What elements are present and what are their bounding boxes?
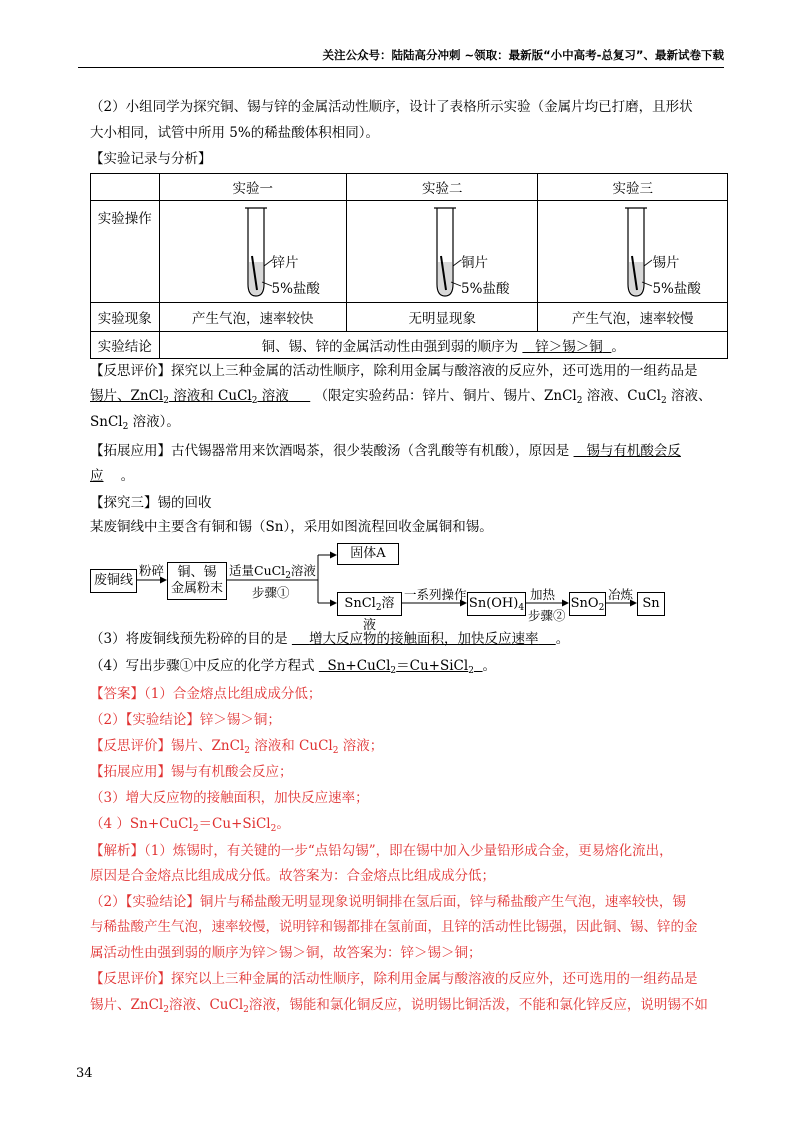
reflection-line-2: 锡片、ZnCl$_2$ 溶液和 CuCl$_2$ 溶液 （限定实验药品：锌片、铜片、锡片、ZnCl$_2$ 溶液、CuCl$_2$ 溶液、 bbox=[90, 388, 712, 406]
waste-copper-box: 废铜线 bbox=[90, 569, 137, 593]
header-exp-2: 实验二 bbox=[347, 174, 538, 201]
crush-label: 粉碎 bbox=[139, 563, 165, 578]
smelt-label: 冶炼 bbox=[608, 587, 634, 602]
answer-5: （3）增大反应物的接触面积，加快反应速率； bbox=[90, 790, 369, 806]
phenomenon-1: 产生气泡，速率较快 bbox=[159, 303, 347, 332]
test-tube-icon bbox=[347, 202, 539, 302]
answer-6: （4 ）Sn+CuCl$_2$＝Cu+SiCl$_2$。 bbox=[90, 816, 290, 834]
test-tube-zinc bbox=[160, 202, 347, 302]
table-corner bbox=[91, 174, 160, 201]
conclusion-answer: 锌＞锡＞铜 bbox=[535, 339, 603, 355]
analysis-line-7: 锡片、ZnCl$_2$溶液、CuCl$_2$溶液，锡能和氯化铜反应，说明锡比铜活泼，不能和氯化锌反应，说明锡不如 bbox=[90, 997, 708, 1015]
phenomenon-2: 无明显现象 bbox=[347, 303, 538, 332]
solid-a-box: 固体A bbox=[337, 543, 399, 565]
acid-label: 5%盐酸 bbox=[271, 280, 320, 297]
row-label-phenomenon: 实验现象 bbox=[91, 303, 160, 332]
question-4-answer: Sn+CuCl$_2$＝Cu+SiCl$_2$ bbox=[327, 658, 474, 676]
header-exp-1: 实验一 bbox=[159, 174, 347, 201]
answer-4: 【拓展应用】锡与有机酸会反应； bbox=[90, 764, 293, 780]
step1-label: 步骤① bbox=[252, 585, 290, 600]
conclusion-text: 铜、锡、锌的金属活动性由强到弱的顺序为 bbox=[261, 339, 519, 355]
analysis-line-5: 属活动性由强到弱的顺序为锌＞锡＞铜，故答案为：锌＞锡＞铜； bbox=[90, 945, 482, 961]
extension-answer: 锡与有机酸会反 bbox=[586, 443, 681, 459]
metal-label: 锡片 bbox=[652, 254, 680, 271]
sno2-box: SnO$_2$ bbox=[569, 592, 606, 616]
tube-cell-3 bbox=[538, 201, 728, 303]
reagent-label: 适量CuCl$_2$溶液 bbox=[229, 563, 316, 581]
question-3-answer: 增大反应物的接触面积，加快反应速率 bbox=[309, 631, 539, 647]
analysis-line-6: 【反思评价】探究以上三种金属的活动性顺序，除利用金属与酸溶液的反应外，还可选用的一组药品是 bbox=[90, 971, 698, 987]
analysis-line-2: 原因是合金熔点比组成成分低。故答案为：合金熔点比组成成分低； bbox=[90, 868, 495, 884]
answer-3: 【反思评价】锡片、ZnCl$_2$ 溶液和 CuCl$_2$ 溶液； bbox=[90, 738, 384, 756]
intro-line-2: 大小相同，试管中所用 5%的稀盐酸体积相同）。 bbox=[90, 125, 379, 141]
metal-label: 锌片 bbox=[271, 254, 299, 271]
sncl2-box: SnCl$_2$溶液 bbox=[337, 592, 402, 616]
acid-label: 5%盐酸 bbox=[461, 280, 510, 297]
analysis-line-1: 【解析】（1）炼锡时，有关键的一步“点铅勾锡”，即在锡中加入少量铅形成合金，更易熔化流出， bbox=[90, 843, 673, 859]
metal-powder-box: 铜、锡 金属粉末 bbox=[167, 562, 227, 600]
reflection-line-3: SnCl$_2$ 溶液）。 bbox=[90, 414, 180, 432]
extension-line-1: 【拓展应用】古代锡器常用来饮酒喝茶，很少装酸汤（含乳酸等有机酸），原因是 锡与有机酸会反 bbox=[90, 443, 681, 459]
test-tube-tin bbox=[538, 202, 727, 302]
header-divider bbox=[78, 67, 724, 68]
experiment-table bbox=[90, 173, 728, 359]
acid-label: 5%盐酸 bbox=[652, 280, 701, 297]
reflection-line-1: 【反思评价】探究以上三种金属的活动性顺序，除利用金属与酸溶液的反应外，还可选用的一组药品是 bbox=[90, 363, 698, 379]
tube-cell-2 bbox=[347, 201, 538, 303]
operations-label: 一系列操作 bbox=[404, 587, 467, 602]
row-label-conclusion: 实验结论 bbox=[91, 332, 160, 359]
step2-label: 步骤② bbox=[528, 608, 566, 623]
answer-2: （2）【实验结论】锌＞锡＞铜； bbox=[90, 712, 281, 728]
intro-line-1: （2）小组同学为探究铜、锡与锌的金属活动性顺序，设计了表格所示实验（金属片均已打磨，且形状 bbox=[90, 99, 693, 115]
test-tube-copper bbox=[347, 202, 537, 302]
header-exp-3: 实验三 bbox=[538, 174, 728, 201]
phenomenon-3: 产生气泡，速率较慢 bbox=[538, 303, 728, 332]
extension-line-2: 应 。 bbox=[90, 468, 135, 484]
page-number: 34 bbox=[76, 1066, 93, 1081]
answer-1: 【答案】（1）合金熔点比组成成分低； bbox=[90, 686, 322, 702]
inquiry3-title: 【探究三】锡的回收 bbox=[90, 495, 212, 511]
record-heading: 【实验记录与分析】 bbox=[90, 151, 212, 167]
inquiry3-intro: 某废铜线中主要含有铜和锡（Sn），采用如图流程回收金属铜和锡。 bbox=[90, 519, 493, 535]
process-flow-diagram bbox=[90, 540, 690, 633]
conclusion-cell: 铜、锡、锌的金属活动性由强到弱的顺序为 锌＞锡＞铜 。 bbox=[159, 332, 728, 359]
heat-label: 加热 bbox=[530, 587, 556, 602]
metal-label: 铜片 bbox=[461, 254, 489, 271]
analysis-line-3: （2）【实验结论】铜片与稀盐酸无明显现象说明铜排在氢后面，锌与稀盐酸产生气泡，速率较快，锡 bbox=[90, 894, 686, 910]
analysis-line-4: 与稀盐酸产生气泡，速率较慢，说明锌和锡都排在氢前面，且锌的活动性比锡强，因此铜、锡、锌的金 bbox=[90, 919, 698, 935]
sn-box: Sn bbox=[637, 592, 665, 616]
tube-cell-1 bbox=[159, 201, 347, 303]
snoh4-box: $Sn(OH)_4$ bbox=[467, 592, 526, 616]
reflection-answer: 锡片、ZnCl$_2$ 溶液和 CuCl$_2$ 溶液 bbox=[90, 388, 289, 406]
question-3: （3）将废铜线预先粉碎的目的是 增大反应物的接触面积，加快反应速率 。 bbox=[90, 631, 570, 647]
row-label-operation: 实验操作 bbox=[91, 201, 160, 303]
page-header: 关注公众号：陆陆高分冲刺 ~领取：最新版“小中高考-总复习”、最新试卷下载 bbox=[322, 48, 724, 62]
question-4: （4）写出步骤①中反应的化学方程式 Sn+CuCl$_2$＝Cu+SiCl$_2$ 。 bbox=[90, 658, 497, 676]
